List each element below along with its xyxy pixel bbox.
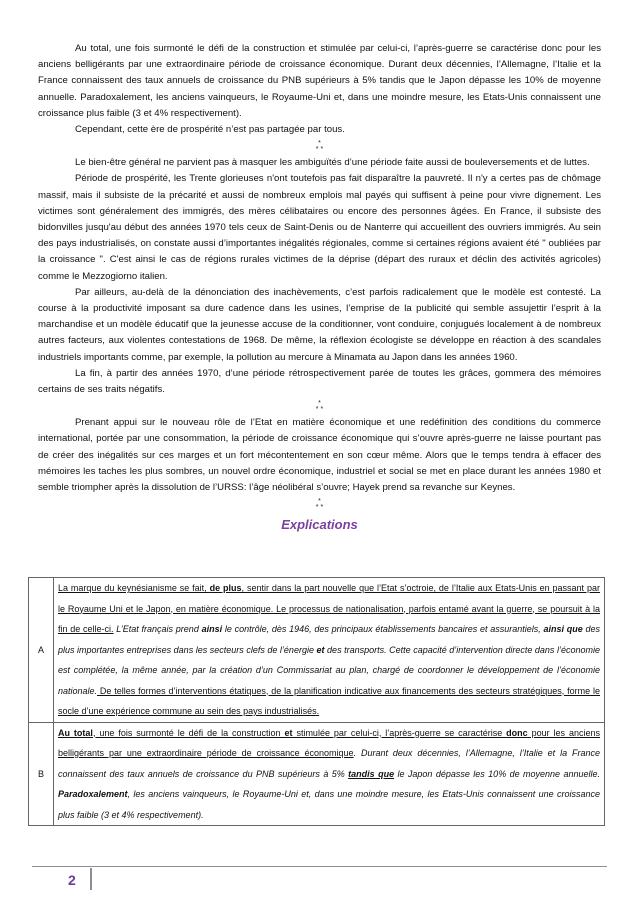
text-run: ainsi — [201, 624, 223, 634]
text-run: La marque du keynésianisme se fait, — [58, 583, 210, 593]
text-run: tandis que — [348, 768, 395, 779]
explications-title: Explications — [281, 517, 358, 533]
separator-stars: * * — [315, 146, 324, 154]
separator-star: * — [318, 140, 321, 148]
paragraph-5: Par ailleurs, au-delà de la dénonciation des inachèvements, c’est parfois radicalement que le modèle est contesté. La course à la productivité imposant sa dure cadence dans les usines, l’emprise de la publicité qui semble assujettir l’esprit à la marchandise et un modèle éducatif que la jeunesse accuse de la conditionner, vont conduire, conjugués localement à de nombreux autres facteurs, aux violentes contestations de 1968. De même, la réflexion écologiste se développe en réaction à des scandales industriels importants comme, par exemple, la pollution au mercure à Minamata au Japon dans les années 1960. — [38, 286, 601, 363]
text-run: donc — [506, 727, 528, 738]
paragraph-7: Prenant appui sur le nouveau rôle de l’Etat en matière économique et une redéfinition des conditions du commerce international, portée par une consommation, la période de croissance économique qui s’ouvre après-guerre ne laisse pourtant pas de créer des inégalités sur ces marges et un fort mécontentement en son cœur même. Alors que le temps tendra à effacer des mémoires les taches les plus sombres, un nouvel ordre économique, industriel et social se met en place durant les années 1980 et semble triompher après la dissolution de l’URSS: l’âge néolibéral s’ouvre; Hayek prend sa revanche sur Keynes. — [38, 417, 601, 494]
paragraph-3: Le bien-être général ne parvient pas à masquer les ambiguïtés d’une période faite aussi de bouleversements et de luttes. — [75, 157, 590, 169]
page-number-divider — [90, 868, 92, 890]
footer-rule — [32, 866, 607, 867]
text-run: ainsi que — [543, 624, 583, 634]
row-label: A — [29, 578, 54, 723]
section-separator-1 — [38, 141, 601, 153]
text-run: stimulée par celui-ci, l’après-guerre se caractérise — [292, 727, 507, 738]
text-run: des plus importantes entreprises dans les secteurs clefs de l’énergie — [58, 624, 601, 655]
text-run: L’Etat français prend — [113, 624, 202, 634]
text-run: le contrôle, dès 1946, des principaux établissements bancaires et assurantiels, — [222, 624, 544, 634]
row-content — [54, 578, 605, 723]
page-number: 2 — [68, 872, 76, 888]
text-run: de plus — [209, 583, 242, 593]
paragraph-1: Au total, une fois surmonté le défi de la construction et stimulée par celui-ci, l’après-guerre se caractérise donc pour les anciens belligérants par une extraordinaire période de croissance économique. Durant deux décennies, l’Allemagne, l’Italie et la France connaissent des taux annuels de croissance du PNB supérieurs à 5% tandis que le Japon dépasse les 10% de moyenne annuelle. Paradoxalement, les anciens vainqueurs, le Royaume-Uni et, dans une moindre mesure, les Etats-Unis connaissent une croissance plus faible (3 et 4% respectivement). — [38, 43, 601, 119]
paragraph-6: La fin, à partir des années 1970, d’une période rétrospectivement parée de toutes les grâces, gommera des mémoires certains de ses traits négatifs. — [38, 367, 601, 396]
paragraph-4: Période de prospérité, les Trente glorieuses n'ont toutefois pas fait disparaître la pauvreté. Il n'y a certes pas de chômage massif, mais il subsiste de la précarité et aussi de nombreux emplois mal payés qui suffisent à peine pour vivre dignement. Les victimes sont généralement des immigrés, des mères célibataires ou encore des personnes âgées. En France, il subsiste des bidonvilles jusqu'au début des années 1970 tels ceux de Saint-Denis ou de Nanterre qui accueillent des ouvriers immigrés. Au sein des pays industrialisés, on constate aussi d’importantes inégalités régionales, comme si certaines régions avaient été " oubliées par la croissance ". C'est ainsi le cas de régions rurales victimes de la déprise (départ des ruraux et déclin des activités agricoles) comme le Mezzogiorno italien. — [38, 173, 601, 282]
text-run: , les anciens vainqueurs, le Royaume-Uni et, dans une moindre mesure, les Etats-Unis connaissent une croissance plus faible (3 et 4% respectivement). — [58, 789, 600, 820]
paragraph-2: Cependant, cette ère de prospérité n’est pas partagée par tous. — [75, 124, 345, 136]
text-run: des transports. Cette capacité d’intervention directe dans l’économie est complétée, la même année, par la création d’un Commissariat au plan, chargé de coordonner le développement de l’économie nationale. — [58, 644, 600, 696]
separator-star: * — [318, 400, 321, 408]
explications-table — [28, 577, 605, 826]
text-run: , sentir dans la part nouvelle que l’Etat s’octroie, de l’Italie aux Etats-Unis en passant par le Royaume Uni et le Japon, en matière économique. Le processus de nationalisation, parfois entamé avant la guerre, se poursuit à la fin de celle-ci. — [58, 583, 600, 634]
text-run: , une fois surmonté le défi de la construction — [92, 727, 285, 738]
separator-stars: * * — [315, 406, 324, 414]
table-row — [29, 578, 605, 723]
text-run: pour les anciens belligérants par une extraordinaire période de croissance économique — [58, 727, 600, 758]
text-run: Au total — [58, 727, 93, 738]
section-separator-3 — [38, 499, 601, 511]
separator-star: * — [318, 498, 321, 506]
text-run: Paradoxalement — [58, 789, 128, 799]
text-run: . Durant deux décennies, l’Allemagne, l’Italie et la France connaissent des taux annuels de croissance du PNB supérieurs à 5% — [58, 748, 601, 779]
text-run: et — [284, 727, 293, 738]
row-content — [54, 722, 605, 826]
document-body — [38, 41, 601, 539]
row-label: B — [29, 722, 54, 826]
separator-stars: * * — [315, 504, 324, 512]
text-run: le Japon dépasse les 10% de moyenne annuelle. — [394, 768, 600, 779]
text-run: De telles formes d’interventions étatiques, de la planification indicative aux financements des secteurs stratégiques, forme le socle d’une expérience commune au sein des pays industrialisés. — [58, 685, 600, 716]
text-run: et — [316, 644, 325, 655]
table-row — [29, 722, 605, 826]
section-separator-2 — [38, 401, 601, 413]
